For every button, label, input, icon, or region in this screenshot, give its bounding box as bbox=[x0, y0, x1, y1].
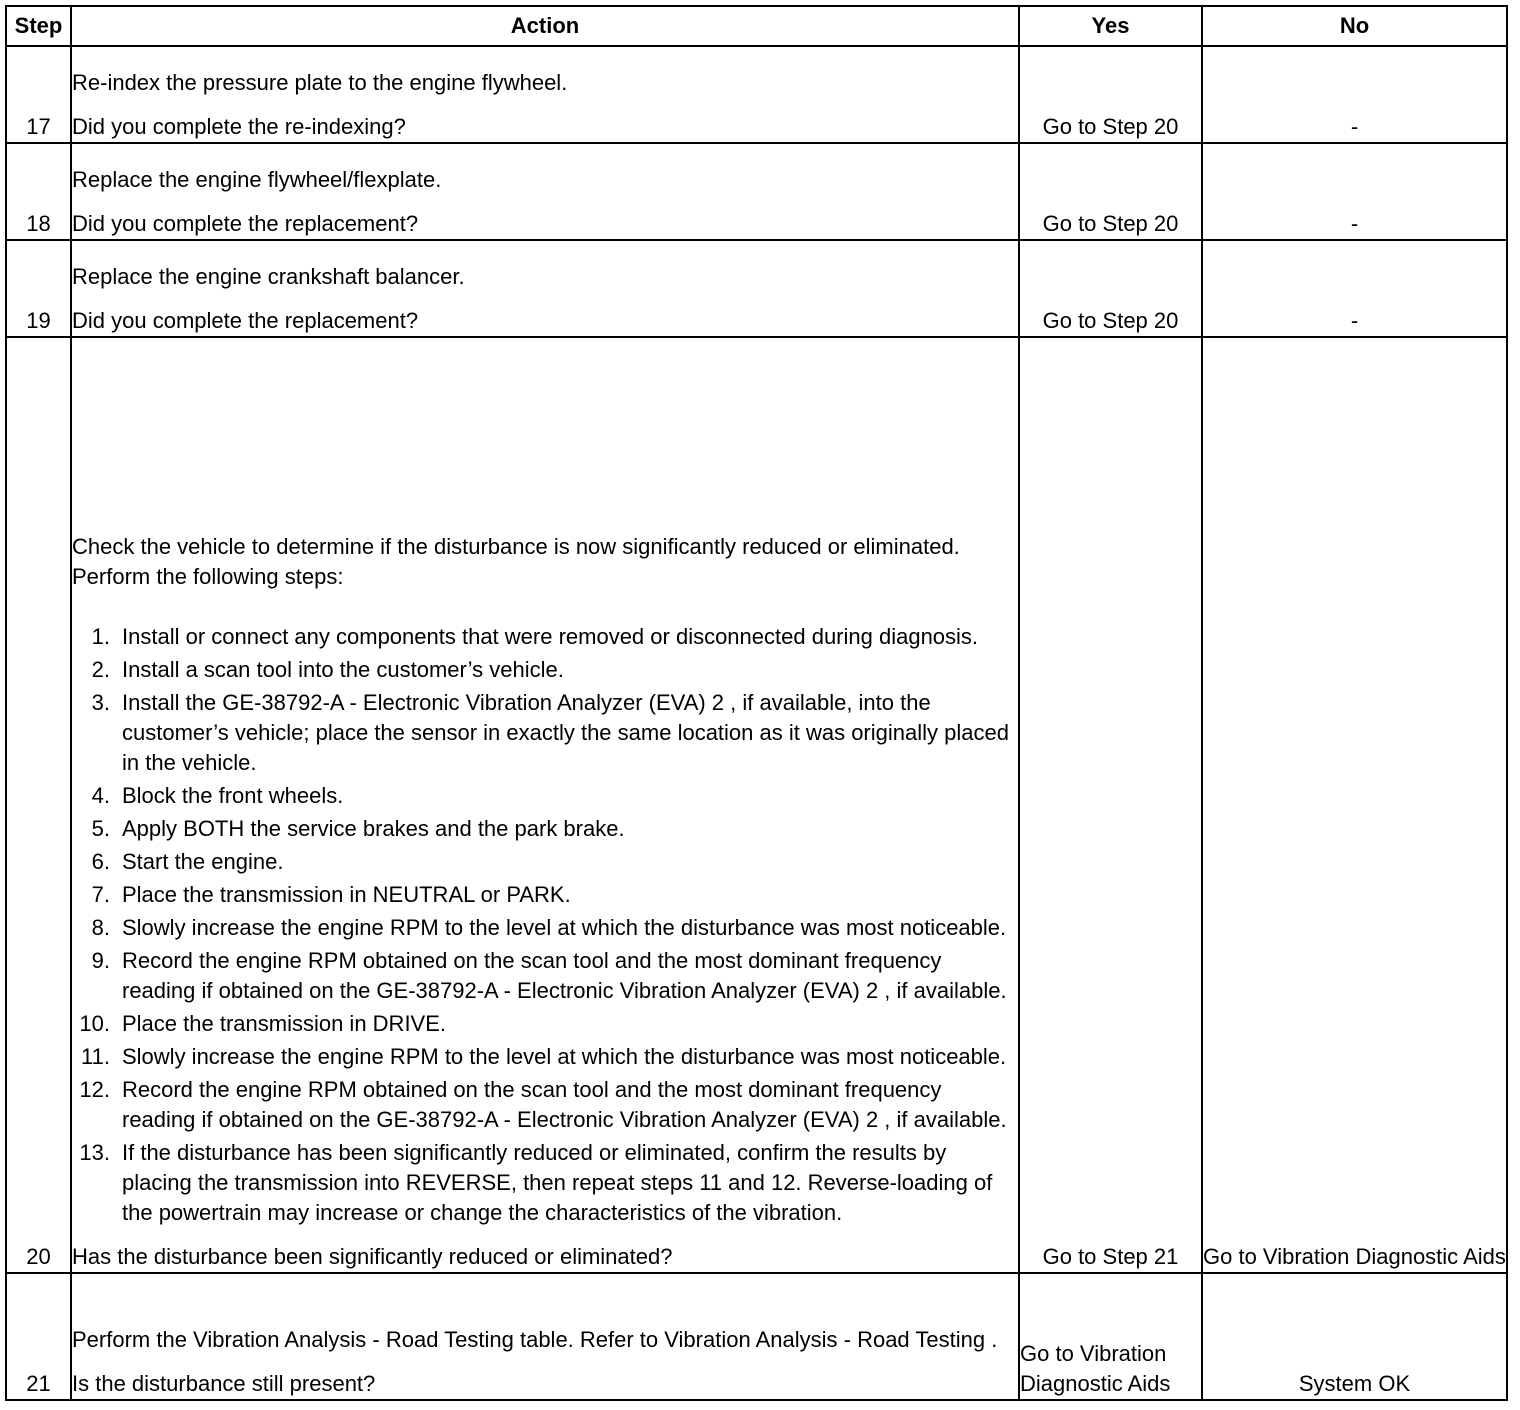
header-row bbox=[6, 6, 1507, 46]
list-item bbox=[72, 880, 1018, 910]
list-item bbox=[72, 946, 1018, 1006]
list-item bbox=[72, 1138, 1018, 1228]
diagnostic-table bbox=[5, 5, 1508, 1401]
list-item bbox=[72, 1042, 1018, 1072]
table-row bbox=[6, 46, 1507, 143]
action-cell bbox=[71, 1273, 1019, 1400]
list-item bbox=[72, 622, 1018, 652]
yes-result: Go to Step 20 bbox=[1019, 143, 1202, 240]
substep-number: 2. bbox=[91, 657, 110, 682]
question-text: Has the disturbance been significantly reduced or eliminated? bbox=[72, 1244, 673, 1269]
header-action: Action bbox=[71, 6, 1019, 46]
substep-number: 7. bbox=[91, 882, 110, 907]
substep-text: Place the transmission in NEUTRAL or PARK. bbox=[122, 882, 571, 907]
substep-number: 9. bbox=[91, 948, 110, 973]
list-item bbox=[72, 655, 1018, 685]
substep-text: Start the engine. bbox=[122, 849, 284, 874]
step-number: 19 bbox=[6, 240, 71, 337]
action-cell bbox=[71, 46, 1019, 143]
table-row bbox=[6, 143, 1507, 240]
action-cell bbox=[71, 337, 1019, 1273]
substep-text: Slowly increase the engine RPM to the level at which the disturbance was most noticeable. bbox=[122, 915, 1007, 940]
table-row bbox=[6, 337, 1507, 1273]
header-no: No bbox=[1202, 6, 1507, 46]
step-number: 18 bbox=[6, 143, 71, 240]
no-result: - bbox=[1202, 46, 1507, 143]
substep-text: Install or connect any components that were removed or disconnected during diagnosis. bbox=[122, 624, 979, 649]
instruction-text: Check the vehicle to determine if the disturbance is now significantly reduced or eliminated. Perform the following steps: bbox=[72, 534, 960, 589]
substep-number: 6. bbox=[91, 849, 110, 874]
list-item bbox=[72, 688, 1018, 778]
question-text: Did you complete the re-indexing? bbox=[72, 114, 406, 139]
substep-number: 1. bbox=[91, 624, 110, 649]
instruction-text: Perform the Vibration Analysis - Road Testing table. Refer to Vibration Analysis - Road Testing . bbox=[72, 1327, 998, 1352]
yes-result: Go to Step 21 bbox=[1019, 337, 1202, 1273]
substep-text: Install the GE-38792-A - Electronic Vibration Analyzer (EVA) 2 , if available, into the customer’s vehicle; place the sensor in exactly the same location as it was originally placed in the vehicle. bbox=[122, 690, 1009, 775]
no-result: System OK bbox=[1202, 1273, 1507, 1400]
yes-result: Go to Step 20 bbox=[1019, 46, 1202, 143]
header-yes: Yes bbox=[1019, 6, 1202, 46]
no-result: Go to Vibration Diagnostic Aids bbox=[1202, 337, 1507, 1273]
substep-number: 4. bbox=[91, 783, 110, 808]
substep-number: 11. bbox=[81, 1044, 110, 1069]
substep-number: 10. bbox=[79, 1011, 110, 1036]
step-number: 17 bbox=[6, 46, 71, 143]
substep-text: Place the transmission in DRIVE. bbox=[122, 1011, 447, 1036]
list-item bbox=[72, 847, 1018, 877]
substep-number: 3. bbox=[91, 690, 110, 715]
list-item bbox=[72, 913, 1018, 943]
substep-text: Install a scan tool into the customer’s vehicle. bbox=[122, 657, 564, 682]
table-row bbox=[6, 1273, 1507, 1400]
instruction-text: Replace the engine crankshaft balancer. bbox=[72, 264, 465, 289]
substep-text: Apply BOTH the service brakes and the park brake. bbox=[122, 816, 625, 841]
list-item bbox=[72, 814, 1018, 844]
question-text: Did you complete the replacement? bbox=[72, 211, 419, 236]
action-cell bbox=[71, 240, 1019, 337]
question-text: Did you complete the replacement? bbox=[72, 308, 419, 333]
no-result: - bbox=[1202, 143, 1507, 240]
table-row bbox=[6, 240, 1507, 337]
yes-result: Go to Vibration Diagnostic Aids bbox=[1019, 1273, 1202, 1400]
substep-text: Slowly increase the engine RPM to the level at which the disturbance was most noticeable. bbox=[122, 1044, 1007, 1069]
substep-number: 13. bbox=[79, 1140, 110, 1165]
list-item bbox=[72, 1075, 1018, 1135]
step-number: 21 bbox=[6, 1273, 71, 1400]
action-cell bbox=[71, 143, 1019, 240]
instruction-text: Re-index the pressure plate to the engine flywheel. bbox=[72, 70, 568, 95]
substep-number: 5. bbox=[91, 816, 110, 841]
substep-text: If the disturbance has been significantly reduced or eliminated, confirm the results by placing the transmission into REVERSE, then repeat steps 11 and 12. Reverse-loading of the powertrain may increase or change the characteristics of the vibration. bbox=[122, 1140, 993, 1225]
header-step: Step bbox=[6, 6, 71, 46]
substep-text: Block the front wheels. bbox=[122, 783, 344, 808]
substep-number: 12. bbox=[79, 1077, 110, 1102]
no-result: - bbox=[1202, 240, 1507, 337]
instruction-text: Replace the engine flywheel/flexplate. bbox=[72, 167, 442, 192]
list-item bbox=[72, 781, 1018, 811]
substep-text: Record the engine RPM obtained on the scan tool and the most dominant frequency reading if obtained on the GE-38792-A - Electronic Vibration Analyzer (EVA) 2 , if available. bbox=[122, 1077, 1007, 1132]
step-number: 20 bbox=[6, 337, 71, 1273]
question-text: Is the disturbance still present? bbox=[72, 1371, 376, 1396]
substep-text: Record the engine RPM obtained on the scan tool and the most dominant frequency reading if obtained on the GE-38792-A - Electronic Vibration Analyzer (EVA) 2 , if available. bbox=[122, 948, 1007, 1003]
list-item bbox=[72, 1009, 1018, 1039]
yes-result: Go to Step 20 bbox=[1019, 240, 1202, 337]
substep-number: 8. bbox=[91, 915, 110, 940]
substep-list bbox=[72, 622, 1018, 1228]
